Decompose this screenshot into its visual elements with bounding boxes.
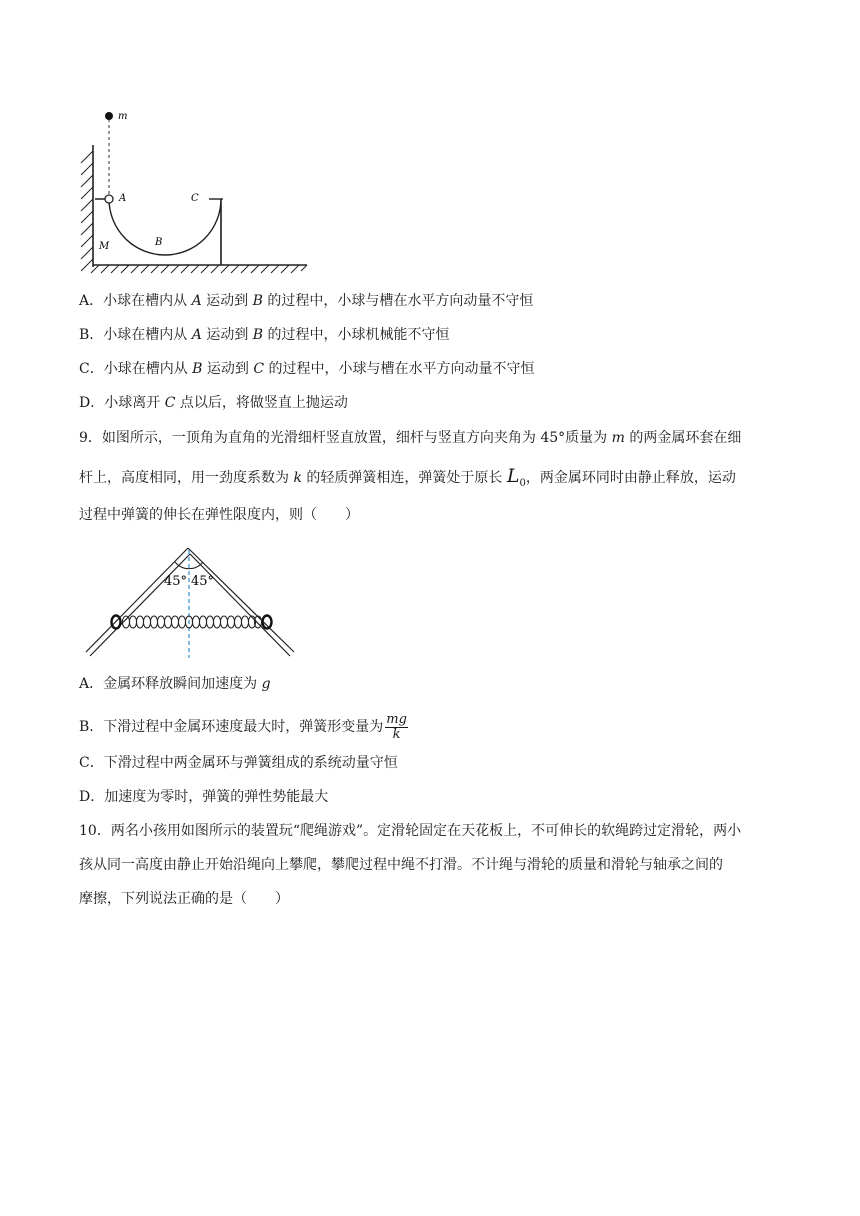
q9-stem-line-1: 9．如图所示，一顶角为直角的光滑细杆竖直放置，细杆与竖直方向夹角为 45°质量为 m 的两金属环套在细 — [79, 430, 742, 446]
q9-stem-line-3: 过程中弹簧的伸长在弹性限度内，则（ ） — [79, 507, 359, 523]
groove-figure — [75, 105, 315, 275]
q10-stem-line-2: 孩从同一高度由静止开始沿绳向上攀爬，攀爬过程中绳不打滑。不计绳与滑轮的质量和滑轮与轴承之间的 — [79, 857, 723, 873]
q9-option-d: D．加速度为零时，弹簧的弹性势能最大 — [79, 789, 329, 805]
q10-stem-line-3: 摩擦，下列说法正确的是（ ） — [79, 891, 289, 907]
rod-spring-figure — [80, 540, 310, 660]
label-B: B — [155, 237, 163, 248]
fraction-mg-over-k: $\frac{mg}{k}$ — [386, 711, 407, 742]
label-m: m — [118, 111, 128, 122]
q8-option-a: A．小球在槽内从 A 运动到 B 的过程中，小球与槽在水平方向动量不守恒 — [79, 293, 534, 309]
q9-option-c: C．下滑过程中两金属环与弹簧组成的系统动量守恒 — [79, 755, 398, 771]
angle-left-label: 45° — [164, 574, 188, 589]
q9-option-b: B．下滑过程中金属环速度最大时，弹簧形变量为 $\frac{mg}{k}$ — [79, 711, 407, 742]
label-M: M — [99, 241, 110, 252]
q9-option-a: A．金属环释放瞬间加速度为 g — [79, 676, 271, 692]
label-C: C — [191, 193, 199, 204]
label-A: A — [119, 193, 127, 204]
q8-option-b: B．小球在槽内从 A 运动到 B 的过程中，小球机械能不守恒 — [79, 327, 450, 343]
q8-option-d: D．小球离开 C 点以后，将做竖直上抛运动 — [79, 395, 348, 411]
q8-option-c: C．小球在槽内从 B 运动到 C 的过程中，小球与槽在水平方向动量不守恒 — [79, 361, 535, 377]
q10-stem-line-1: 10．两名小孩用如图所示的装置玩“爬绳游戏”。定滑轮固定在天花板上，不可伸长的软绳跨过定滑轮，两小 — [79, 823, 742, 839]
q9-stem-line-2: 杆上，高度相同，用一劲度系数为 k 的轻质弹簧相连，弹簧处于原长 $L_0$，两金属环同时由静止释放，运动 — [79, 465, 736, 489]
angle-right-label: 45° — [191, 574, 215, 589]
